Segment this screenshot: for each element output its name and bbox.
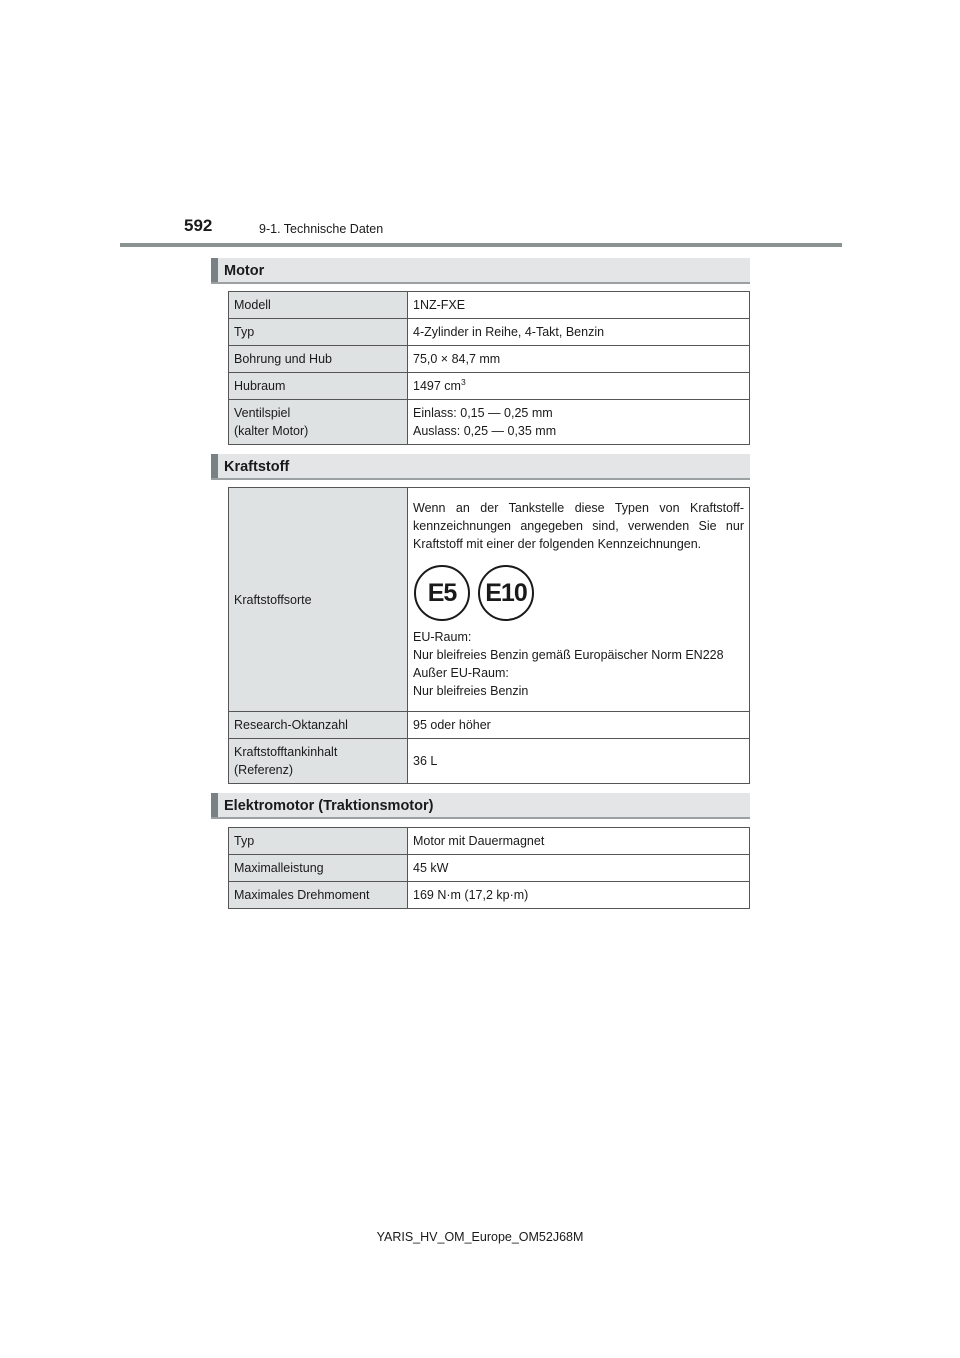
- spec-value: 95 oder höher: [408, 712, 750, 739]
- electric-motor-table: [228, 827, 750, 909]
- spec-key: [229, 400, 408, 445]
- spec-key: Bohrung und Hub: [229, 346, 408, 373]
- spec-value: 45 kW: [408, 855, 750, 882]
- table-row: [229, 855, 750, 882]
- page-number: 592: [184, 216, 213, 235]
- table-row: [229, 488, 750, 712]
- displacement-value: 1497 cm: [413, 379, 461, 393]
- spec-value: 36 L: [408, 739, 750, 784]
- table-row: [229, 739, 750, 784]
- value-line: Einlass: 0,15 — 0,25 mm: [413, 406, 553, 420]
- spec-key: Kraftstoffsorte: [229, 488, 408, 712]
- spec-key: Maximales Drehmoment: [229, 882, 408, 909]
- spec-value: [408, 400, 750, 445]
- section-title: Motor: [224, 263, 265, 279]
- spec-value: [408, 488, 750, 712]
- spec-key: Maximalleistung: [229, 855, 408, 882]
- key-line: Ventilspiel: [234, 406, 291, 420]
- eu-label: EU-Raum:: [413, 630, 472, 644]
- table-row: [229, 400, 750, 445]
- spec-key: Research-Oktanzahl: [229, 712, 408, 739]
- spec-value: 4-Zylinder in Reihe, 4-Takt, Benzin: [408, 319, 750, 346]
- spec-key: Hubraum: [229, 373, 408, 400]
- table-row: [229, 882, 750, 909]
- footer-doc-code: YARIS_HV_OM_Europe_OM52J68M: [376, 1230, 584, 1244]
- spec-value: 169 N·m (17,2 kp·m): [408, 882, 750, 909]
- section-title: Kraftstoff: [224, 459, 290, 475]
- eu-text: Nur bleifreies Benzin gemäß Europäischer Norm EN228: [413, 648, 724, 662]
- chapter-title: 9-1. Technische Daten: [259, 222, 384, 236]
- table-row: [229, 346, 750, 373]
- spec-value: [408, 373, 750, 400]
- section-bar-elektromotor: [211, 793, 750, 819]
- table-row: [229, 319, 750, 346]
- key-line: (Referenz): [234, 763, 294, 777]
- e10-fuel-badge-icon: E10: [478, 565, 534, 621]
- section-bar-kraftstoff: [211, 454, 750, 480]
- table-row: [229, 712, 750, 739]
- key-line: (kalter Motor): [234, 424, 309, 438]
- motor-table: [228, 291, 750, 445]
- spec-key: Typ: [229, 828, 408, 855]
- fuel-intro: Wenn an der Tankstelle diese Typen von Kraftstoff-kennzeichnungen angegeben sind, verwenden Sie nur Kraftstoff mit einer der folgenden Kennzeichnungen.: [413, 501, 744, 551]
- fuel-table: [228, 487, 750, 784]
- spec-value: 1NZ-FXE: [408, 292, 750, 319]
- table-row: [229, 373, 750, 400]
- superscript: 3: [460, 376, 466, 387]
- spec-value: Motor mit Dauermagnet: [408, 828, 750, 855]
- non-eu-label: Außer EU-Raum:: [413, 666, 509, 680]
- spec-value: 75,0 × 84,7 mm: [408, 346, 750, 373]
- fuel-badges: [413, 565, 744, 621]
- spec-key: [229, 739, 408, 784]
- e5-fuel-badge-icon: E5: [414, 565, 470, 621]
- spec-key: Typ: [229, 319, 408, 346]
- value-line: Auslass: 0,25 — 0,35 mm: [413, 424, 557, 438]
- section-bar-motor: [211, 258, 750, 284]
- non-eu-text: Nur bleifreies Benzin: [413, 684, 529, 698]
- key-line: Kraftstofftankinhalt: [234, 745, 338, 759]
- section-title: Elektromotor (Traktionsmotor): [224, 798, 434, 814]
- table-row: [229, 828, 750, 855]
- spec-key: Modell: [229, 292, 408, 319]
- table-row: [229, 292, 750, 319]
- header-rule: [120, 243, 842, 247]
